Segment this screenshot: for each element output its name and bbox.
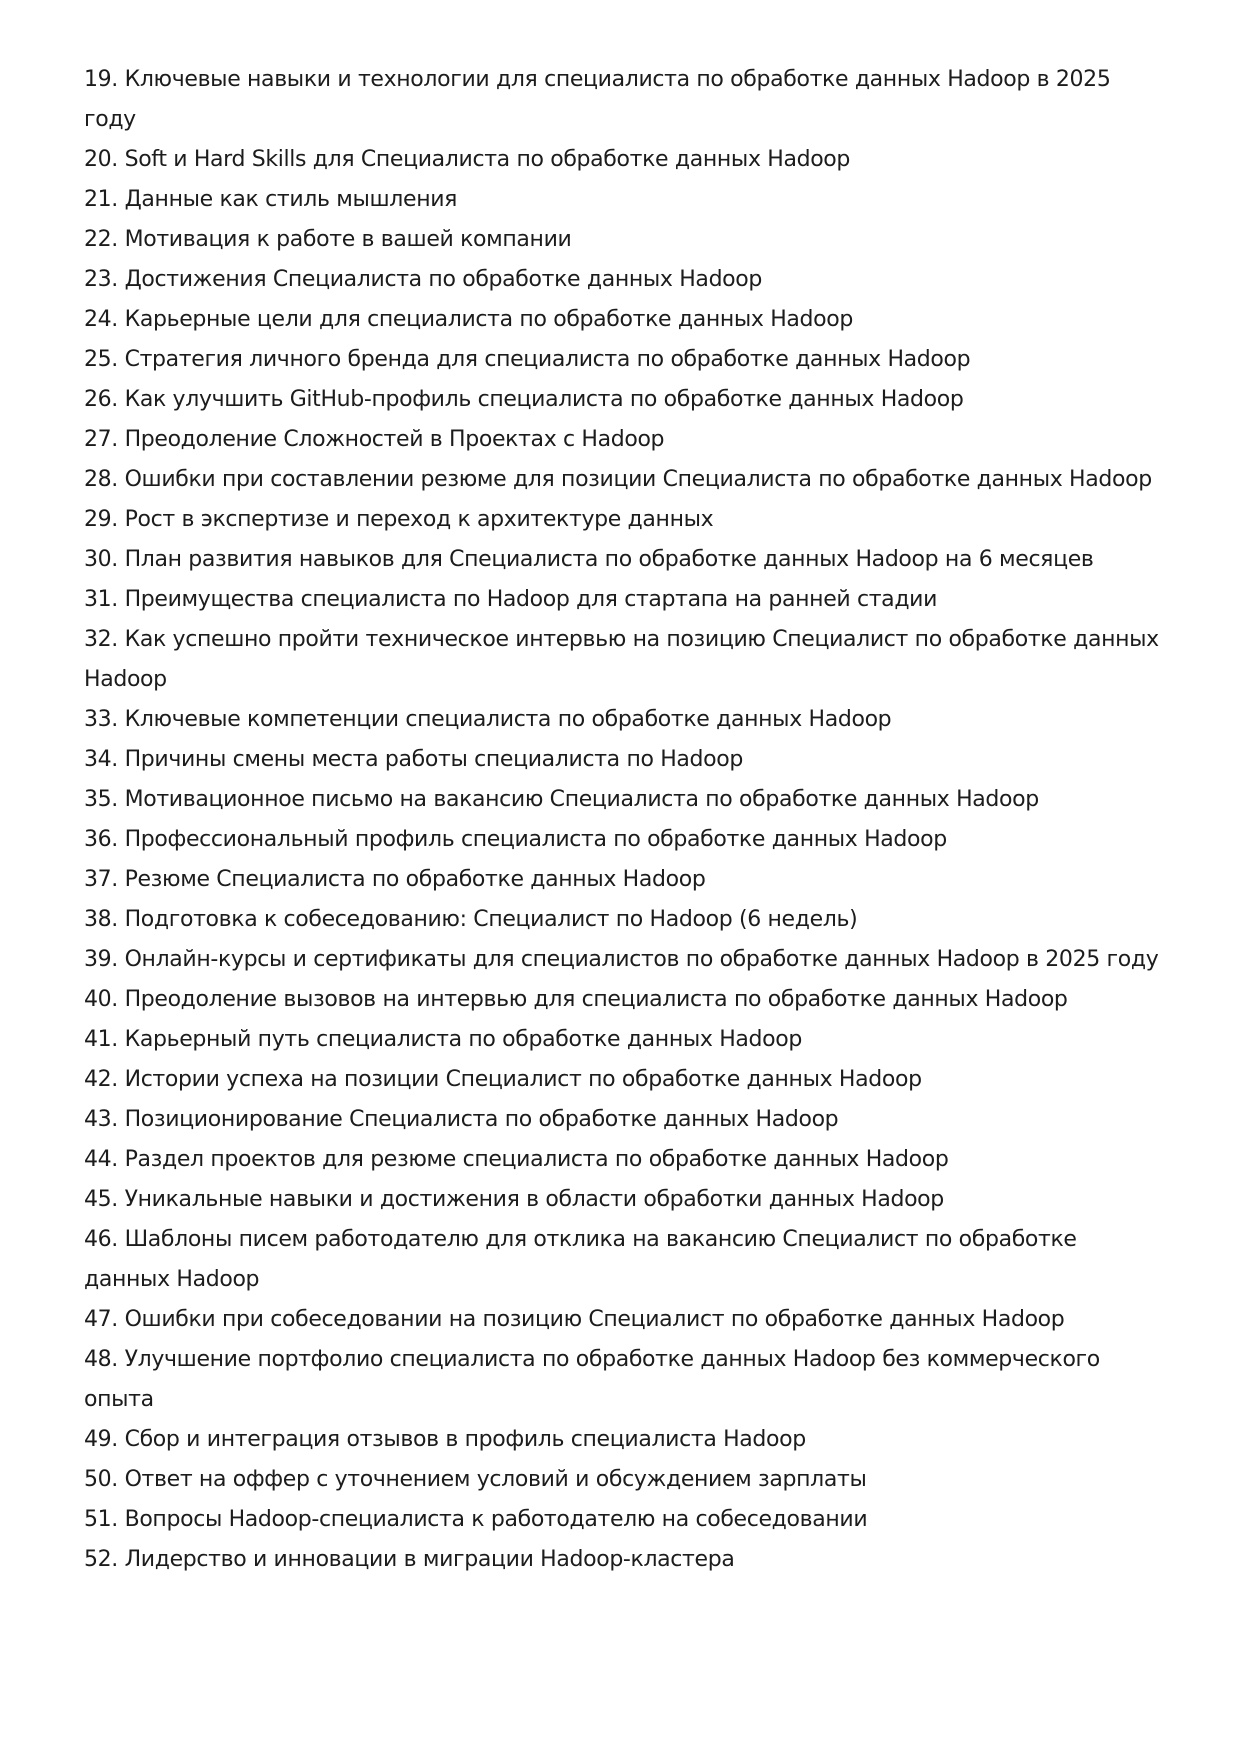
toc-item-31: 31. Преимущества специалиста по Hadoop для стартапа на ранней стадии (84, 587, 938, 612)
toc-item-32: 32. Как успешно пройти техническое интервью на позицию Специалист по обработке данных Hadoop (84, 627, 1159, 692)
toc-item-30: 30. План развития навыков для Специалиста по обработке данных Hadoop на 6 месяцев (84, 547, 1094, 572)
toc-item-27: 27. Преодоление Сложностей в Проектах с Hadoop (84, 427, 665, 452)
toc-item-48: 48. Улучшение портфолио специалиста по обработке данных Hadoop без коммерческого опыта (84, 1347, 1100, 1412)
toc-item-28: 28. Ошибки при составлении резюме для позиции Специалиста по обработке данных Hadoop (84, 467, 1152, 492)
toc-item-43: 43. Позиционирование Специалиста по обработке данных Hadoop (84, 1107, 839, 1132)
toc-item-37: 37. Резюме Специалиста по обработке данных Hadoop (84, 867, 706, 892)
toc-item-38: 38. Подготовка к собеседованию: Специалист по Hadoop (6 недель) (84, 907, 858, 932)
toc-item-45: 45. Уникальные навыки и достижения в области обработки данных Hadoop (84, 1187, 944, 1212)
toc-item-52: 52. Лидерство и инновации в миграции Hadoop-кластера (84, 1547, 735, 1572)
toc-item-21: 21. Данные как стиль мышления (84, 187, 458, 212)
toc-item-26: 26. Как улучшить GitHub-профиль специалиста по обработке данных Hadoop (84, 387, 964, 412)
toc-item-23: 23. Достижения Специалиста по обработке данных Hadoop (84, 267, 763, 292)
toc-item-44: 44. Раздел проектов для резюме специалиста по обработке данных Hadoop (84, 1147, 949, 1172)
toc-item-50: 50. Ответ на оффер с уточнением условий и обсуждением зарплаты (84, 1467, 867, 1492)
toc-item-25: 25. Стратегия личного бренда для специалиста по обработке данных Hadoop (84, 347, 971, 372)
toc-item-36: 36. Профессиональный профиль специалиста по обработке данных Hadoop (84, 827, 947, 852)
toc-item-46: 46. Шаблоны писем работодателю для отклика на вакансию Специалист по обработке данных Hadoop (84, 1227, 1077, 1292)
toc-item-24: 24. Карьерные цели для специалиста по обработке данных Hadoop (84, 307, 854, 332)
toc-item-19: 19. Ключевые навыки и технологии для специалиста по обработке данных Hadoop в 2025 году (84, 67, 1111, 132)
document-page (84, 60, 1164, 1580)
toc-item-34: 34. Причины смены места работы специалиста по Hadoop (84, 747, 743, 772)
toc-item-41: 41. Карьерный путь специалиста по обработке данных Hadoop (84, 1027, 802, 1052)
toc-item-49: 49. Сбор и интеграция отзывов в профиль специалиста Hadoop (84, 1427, 806, 1452)
toc-item-51: 51. Вопросы Hadoop-специалиста к работодателю на собеседовании (84, 1507, 868, 1532)
toc-item-40: 40. Преодоление вызовов на интервью для специалиста по обработке данных Hadoop (84, 987, 1068, 1012)
toc-item-35: 35. Мотивационное письмо на вакансию Специалиста по обработке данных Hadoop (84, 787, 1039, 812)
toc-item-29: 29. Рост в экспертизе и переход к архитектуре данных (84, 507, 714, 532)
toc-item-22: 22. Мотивация к работе в вашей компании (84, 227, 572, 252)
toc-item-42: 42. Истории успеха на позиции Специалист по обработке данных Hadoop (84, 1067, 922, 1092)
toc-item-20: 20. Soft и Hard Skills для Специалиста по обработке данных Hadoop (84, 147, 851, 172)
toc-list (84, 60, 1164, 1580)
toc-item-33: 33. Ключевые компетенции специалиста по обработке данных Hadoop (84, 707, 892, 732)
toc-item-47: 47. Ошибки при собеседовании на позицию Специалист по обработке данных Hadoop (84, 1307, 1065, 1332)
toc-item-39: 39. Онлайн-курсы и сертификаты для специалистов по обработке данных Hadoop в 2025 году (84, 947, 1159, 972)
